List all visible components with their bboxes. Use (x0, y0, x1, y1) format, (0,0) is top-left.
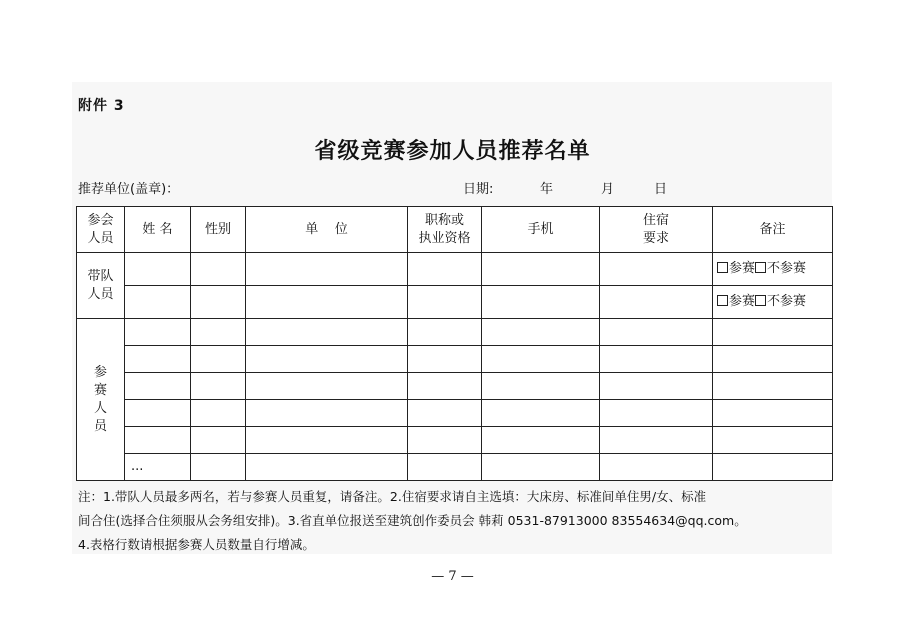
group-leader-line2: 人员 (87, 286, 114, 302)
group-participant-char1: 参 (93, 364, 107, 380)
header-name: 姓 名 (125, 207, 191, 253)
table-row (77, 319, 833, 346)
phone-cell[interactable] (482, 400, 600, 427)
remarks-cell[interactable] (713, 373, 833, 400)
group-participant (77, 319, 125, 481)
ellipsis-cell: ... (125, 454, 191, 481)
phone-cell[interactable] (482, 346, 600, 373)
gender-cell[interactable] (191, 346, 246, 373)
not-attend-label: 不参赛 (767, 294, 807, 309)
remarks-cell[interactable] (713, 427, 833, 454)
header-title-line1: 职称或 (424, 212, 464, 228)
name-cell[interactable] (125, 346, 191, 373)
name-cell[interactable] (125, 319, 191, 346)
title-cell[interactable] (408, 286, 482, 319)
remarks-cell (713, 286, 833, 319)
header-title (408, 207, 482, 253)
table-row (77, 253, 833, 286)
gender-cell[interactable] (191, 319, 246, 346)
title-cell[interactable] (408, 319, 482, 346)
unit-cell[interactable] (246, 253, 408, 286)
attend-label: 参赛 (729, 294, 756, 309)
unit-cell[interactable] (246, 286, 408, 319)
header-lodging-line2: 要求 (642, 230, 669, 246)
name-cell[interactable] (125, 373, 191, 400)
remarks-cell[interactable] (713, 400, 833, 427)
recommending-unit-label: 推荐单位(盖章)： (78, 182, 180, 197)
group-participant-char4: 员 (93, 418, 107, 434)
unit-cell[interactable] (246, 454, 408, 481)
lodging-cell[interactable] (600, 400, 713, 427)
title-cell[interactable] (408, 454, 482, 481)
attachment-label: 附件 3 (78, 98, 125, 114)
table-header-row (77, 207, 833, 253)
header-remarks: 备注 (713, 207, 833, 253)
lodging-cell[interactable] (600, 454, 713, 481)
name-cell[interactable] (125, 427, 191, 454)
date-year-label: 年 (540, 182, 554, 197)
unit-cell[interactable] (246, 346, 408, 373)
notes (78, 485, 834, 557)
checkbox-attend[interactable] (717, 295, 728, 306)
header-lodging-line1: 住宿 (642, 212, 669, 228)
phone-cell[interactable] (482, 373, 600, 400)
gender-cell[interactable] (191, 454, 246, 481)
attend-label: 参赛 (729, 261, 756, 276)
remarks-cell[interactable] (713, 346, 833, 373)
header-phone: 手机 (482, 207, 600, 253)
title-cell[interactable] (408, 373, 482, 400)
remarks-cell[interactable] (713, 454, 833, 481)
header-role (77, 207, 125, 253)
name-cell[interactable] (125, 253, 191, 286)
header-title-line2: 执业资格 (418, 230, 471, 246)
unit-cell[interactable] (246, 400, 408, 427)
page-title: 省级竞赛参加人员推荐名单 (314, 138, 591, 164)
not-attend-label: 不参赛 (767, 261, 807, 276)
gender-cell[interactable] (191, 400, 246, 427)
header-role-line2: 人员 (87, 230, 114, 246)
group-leader (77, 253, 125, 319)
date-month-label: 月 (601, 182, 615, 197)
group-leader-line1: 带队 (87, 268, 114, 284)
group-participant-char2: 赛 (93, 382, 107, 398)
phone-cell[interactable] (482, 253, 600, 286)
roster-table (76, 206, 833, 481)
name-cell[interactable] (125, 286, 191, 319)
phone-cell[interactable] (482, 319, 600, 346)
table-row (77, 427, 833, 454)
remarks-cell (713, 253, 833, 286)
lodging-cell[interactable] (600, 346, 713, 373)
name-cell[interactable] (125, 400, 191, 427)
checkbox-not-attend[interactable] (755, 262, 766, 273)
checkbox-attend[interactable] (717, 262, 728, 273)
table-row (77, 346, 833, 373)
title-cell[interactable] (408, 346, 482, 373)
lodging-cell[interactable] (600, 319, 713, 346)
table-row (77, 286, 833, 319)
title-cell[interactable] (408, 427, 482, 454)
remarks-cell[interactable] (713, 319, 833, 346)
lodging-cell[interactable] (600, 427, 713, 454)
note-line: 注：1.带队人员最多两名，若与参赛人员重复，请备注。2.住宿要求请自主选填：大床房、标准间单住男/女、标准 (78, 489, 707, 504)
phone-cell[interactable] (482, 427, 600, 454)
title-cell[interactable] (408, 400, 482, 427)
group-participant-char3: 人 (93, 400, 107, 416)
note-line: 4.表格行数请根据参赛人员数量自行增减。 (78, 537, 315, 552)
header-gender: 性别 (191, 207, 246, 253)
table-row (77, 454, 833, 481)
header-role-line1: 参会 (87, 212, 114, 228)
gender-cell[interactable] (191, 286, 246, 319)
date-label: 日期: (463, 182, 494, 197)
note-line: 间合住(选择合住须服从会务组安排)。3.省直单位报送至建筑创作委员会 韩莉 0531-87913000 83554634@qq.com。 (78, 513, 747, 528)
header-lodging (600, 207, 713, 253)
lodging-cell[interactable] (600, 286, 713, 319)
lodging-cell[interactable] (600, 373, 713, 400)
table-row (77, 373, 833, 400)
date-day-label: 日 (654, 182, 668, 197)
lodging-cell[interactable] (600, 253, 713, 286)
phone-cell[interactable] (482, 454, 600, 481)
unit-cell[interactable] (246, 427, 408, 454)
title-cell[interactable] (408, 253, 482, 286)
header-unit: 单 位 (246, 207, 408, 253)
unit-cell[interactable] (246, 319, 408, 346)
phone-cell[interactable] (482, 286, 600, 319)
checkbox-not-attend[interactable] (755, 295, 766, 306)
gender-cell[interactable] (191, 253, 246, 286)
unit-cell[interactable] (246, 373, 408, 400)
gender-cell[interactable] (191, 427, 246, 454)
gender-cell[interactable] (191, 373, 246, 400)
page-number: — 7 — (431, 569, 474, 584)
table-row (77, 400, 833, 427)
